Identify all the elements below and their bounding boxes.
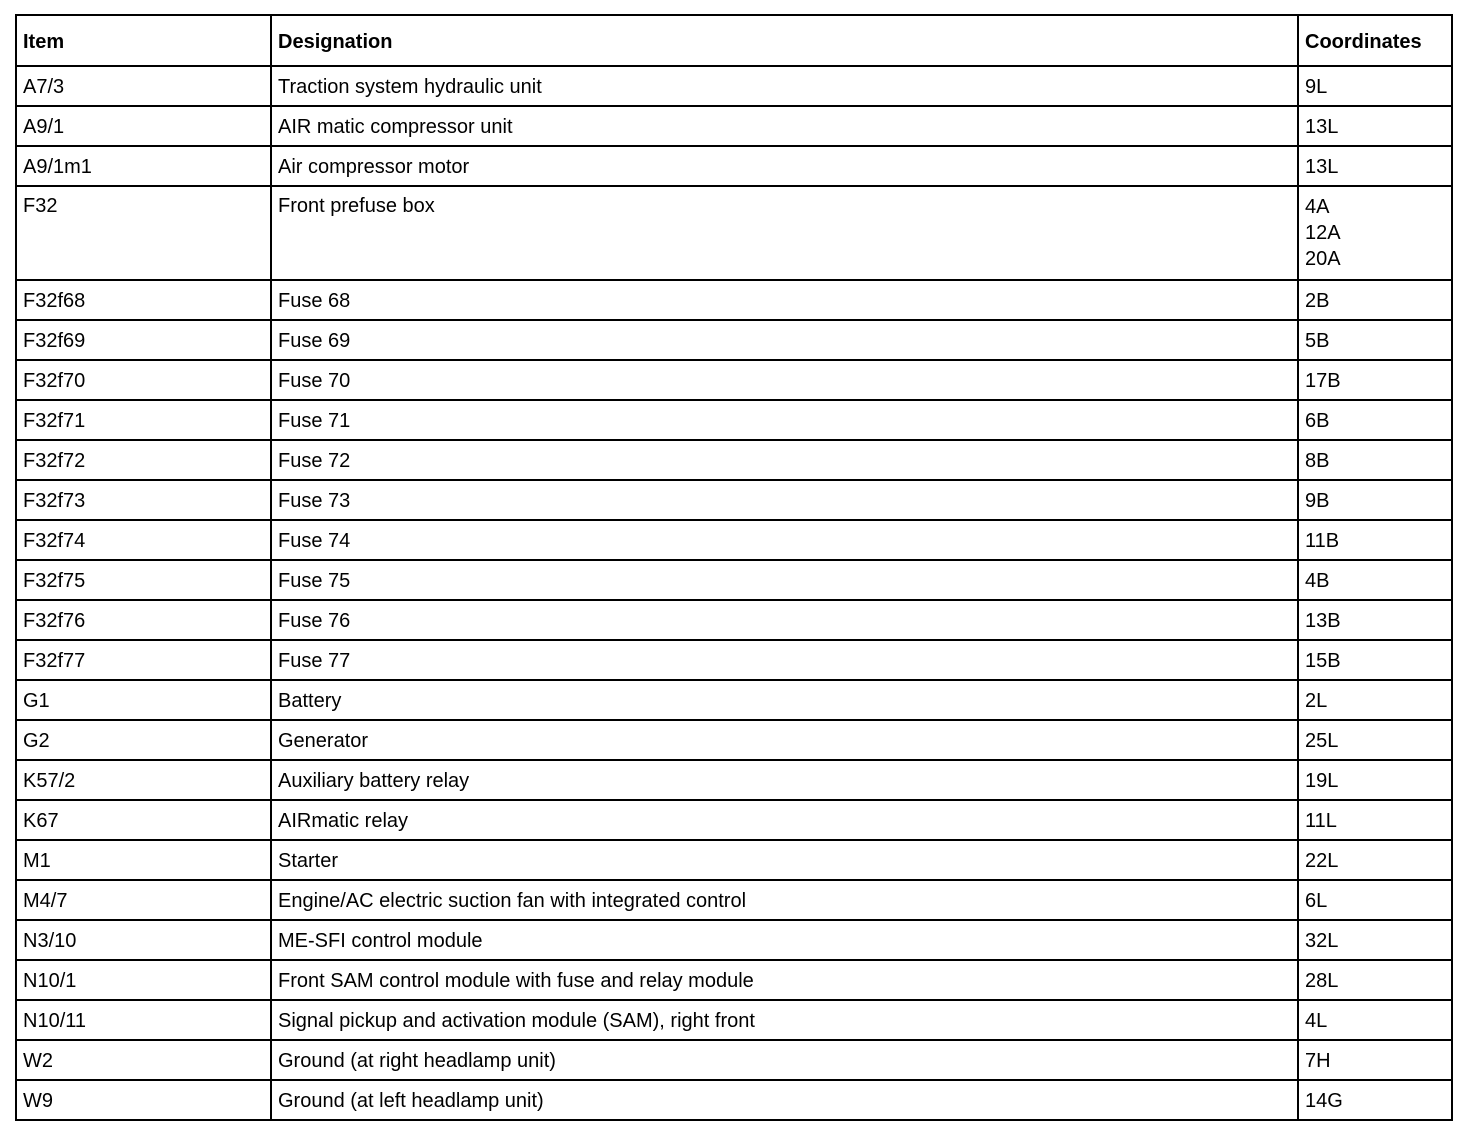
cell-item: A7/3 bbox=[16, 66, 271, 106]
coordinate-value: 13L bbox=[1305, 115, 1339, 138]
table-row bbox=[16, 400, 1452, 440]
header-designation: Designation bbox=[271, 15, 1298, 66]
cell-coordinates bbox=[1298, 280, 1452, 320]
cell-designation: Ground (at right headlamp unit) bbox=[271, 1040, 1298, 1080]
cell-designation: Starter bbox=[271, 840, 1298, 880]
cell-designation: Front SAM control module with fuse and relay module bbox=[271, 960, 1298, 1000]
table-row bbox=[16, 760, 1452, 800]
coordinate-value: 11L bbox=[1305, 809, 1337, 832]
table-row bbox=[16, 800, 1452, 840]
header-item: Item bbox=[16, 15, 271, 66]
coordinate-value: 20A bbox=[1305, 248, 1341, 270]
cell-item: M1 bbox=[16, 840, 271, 880]
table-row bbox=[16, 320, 1452, 360]
coordinate-value: 9B bbox=[1305, 489, 1330, 512]
cell-coordinates bbox=[1298, 66, 1452, 106]
table-row bbox=[16, 1040, 1452, 1080]
cell-designation: Traction system hydraulic unit bbox=[271, 66, 1298, 106]
cell-item: G2 bbox=[16, 720, 271, 760]
cell-coordinates bbox=[1298, 680, 1452, 720]
cell-item: M4/7 bbox=[16, 880, 271, 920]
cell-designation: Engine/AC electric suction fan with integrated control bbox=[271, 880, 1298, 920]
cell-item: F32f76 bbox=[16, 600, 271, 640]
cell-item: F32f70 bbox=[16, 360, 271, 400]
cell-coordinates bbox=[1298, 1040, 1452, 1080]
cell-item: F32f69 bbox=[16, 320, 271, 360]
cell-item: N10/11 bbox=[16, 1000, 271, 1040]
table-row bbox=[16, 106, 1452, 146]
cell-item: N3/10 bbox=[16, 920, 271, 960]
table-row bbox=[16, 920, 1452, 960]
cell-coordinates bbox=[1298, 400, 1452, 440]
cell-coordinates bbox=[1298, 720, 1452, 760]
table-body bbox=[16, 66, 1452, 1120]
coordinate-value: 13B bbox=[1305, 609, 1341, 632]
cell-designation: Fuse 69 bbox=[271, 320, 1298, 360]
coordinate-value: 28L bbox=[1305, 969, 1339, 992]
coordinate-value: 14G bbox=[1305, 1089, 1343, 1112]
table-row bbox=[16, 600, 1452, 640]
cell-coordinates bbox=[1298, 186, 1452, 280]
table-row bbox=[16, 146, 1452, 186]
cell-item: N10/1 bbox=[16, 960, 271, 1000]
coordinate-value: 12A bbox=[1305, 222, 1341, 244]
cell-item: F32f68 bbox=[16, 280, 271, 320]
coordinate-value: 22L bbox=[1305, 849, 1339, 872]
component-location-table-container bbox=[15, 14, 1451, 1121]
coordinate-value: 15B bbox=[1305, 649, 1341, 672]
cell-item: F32f73 bbox=[16, 480, 271, 520]
coordinate-value: 6B bbox=[1305, 409, 1330, 432]
cell-designation: Fuse 73 bbox=[271, 480, 1298, 520]
cell-coordinates bbox=[1298, 480, 1452, 520]
table-row bbox=[16, 880, 1452, 920]
cell-coordinates bbox=[1298, 920, 1452, 960]
cell-designation: Fuse 74 bbox=[271, 520, 1298, 560]
table-row bbox=[16, 640, 1452, 680]
cell-designation: Fuse 68 bbox=[271, 280, 1298, 320]
cell-designation: Fuse 77 bbox=[271, 640, 1298, 680]
coordinate-value: 6L bbox=[1305, 889, 1328, 912]
component-location-table bbox=[15, 14, 1453, 1121]
cell-coordinates bbox=[1298, 440, 1452, 480]
cell-coordinates bbox=[1298, 760, 1452, 800]
coordinate-value: 2B bbox=[1305, 289, 1330, 312]
cell-coordinates bbox=[1298, 106, 1452, 146]
cell-coordinates bbox=[1298, 600, 1452, 640]
table-row bbox=[16, 680, 1452, 720]
coordinate-value: 13L bbox=[1305, 155, 1339, 178]
cell-coordinates bbox=[1298, 840, 1452, 880]
cell-coordinates bbox=[1298, 640, 1452, 680]
coordinate-value: 17B bbox=[1305, 369, 1341, 392]
cell-coordinates bbox=[1298, 360, 1452, 400]
cell-item: F32f75 bbox=[16, 560, 271, 600]
cell-designation: Front prefuse box bbox=[271, 186, 1298, 280]
cell-designation: AIR matic compressor unit bbox=[271, 106, 1298, 146]
coordinate-value: 11B bbox=[1305, 529, 1340, 552]
table-row bbox=[16, 720, 1452, 760]
cell-coordinates bbox=[1298, 1080, 1452, 1120]
coordinate-value: 25L bbox=[1305, 729, 1339, 752]
cell-coordinates bbox=[1298, 520, 1452, 560]
cell-designation: Fuse 70 bbox=[271, 360, 1298, 400]
table-row bbox=[16, 960, 1452, 1000]
cell-designation: Fuse 72 bbox=[271, 440, 1298, 480]
cell-item: F32 bbox=[16, 186, 271, 280]
table-row bbox=[16, 560, 1452, 600]
cell-designation: Fuse 76 bbox=[271, 600, 1298, 640]
coordinate-value: 7H bbox=[1305, 1049, 1331, 1072]
cell-designation: Air compressor motor bbox=[271, 146, 1298, 186]
cell-item: F32f74 bbox=[16, 520, 271, 560]
cell-designation: Signal pickup and activation module (SAM), right front bbox=[271, 1000, 1298, 1040]
cell-coordinates bbox=[1298, 320, 1452, 360]
coordinate-value: 4B bbox=[1305, 569, 1330, 592]
cell-item: A9/1 bbox=[16, 106, 271, 146]
table-row bbox=[16, 66, 1452, 106]
coordinate-value: 19L bbox=[1305, 769, 1339, 792]
cell-coordinates bbox=[1298, 1000, 1452, 1040]
cell-designation: Battery bbox=[271, 680, 1298, 720]
cell-item: K57/2 bbox=[16, 760, 271, 800]
cell-coordinates bbox=[1298, 880, 1452, 920]
table-row bbox=[16, 280, 1452, 320]
coordinate-value: 8B bbox=[1305, 449, 1330, 472]
table-row bbox=[16, 840, 1452, 880]
cell-designation: Ground (at left headlamp unit) bbox=[271, 1080, 1298, 1120]
coordinate-value: 2L bbox=[1305, 689, 1328, 712]
table-row bbox=[16, 440, 1452, 480]
coordinate-value: 5B bbox=[1305, 329, 1330, 352]
cell-item: W2 bbox=[16, 1040, 271, 1080]
cell-coordinates bbox=[1298, 800, 1452, 840]
table-row bbox=[16, 360, 1452, 400]
cell-coordinates bbox=[1298, 560, 1452, 600]
table-row bbox=[16, 1080, 1452, 1120]
table-row bbox=[16, 480, 1452, 520]
cell-item: F32f71 bbox=[16, 400, 271, 440]
cell-item: G1 bbox=[16, 680, 271, 720]
coordinate-value: 9L bbox=[1305, 75, 1328, 98]
table-header-row bbox=[16, 15, 1452, 66]
cell-designation: Fuse 71 bbox=[271, 400, 1298, 440]
header-coordinates: Coordinates bbox=[1298, 15, 1452, 66]
cell-designation: Fuse 75 bbox=[271, 560, 1298, 600]
coordinate-value: 32L bbox=[1305, 929, 1339, 952]
cell-item: A9/1m1 bbox=[16, 146, 271, 186]
cell-coordinates bbox=[1298, 146, 1452, 186]
coordinate-value: 4A bbox=[1305, 196, 1330, 218]
table-row bbox=[16, 520, 1452, 560]
cell-coordinates bbox=[1298, 960, 1452, 1000]
table-row bbox=[16, 186, 1452, 280]
coordinate-value: 4L bbox=[1305, 1009, 1328, 1032]
cell-designation: ME-SFI control module bbox=[271, 920, 1298, 960]
cell-item: F32f72 bbox=[16, 440, 271, 480]
table-row bbox=[16, 1000, 1452, 1040]
cell-designation: Generator bbox=[271, 720, 1298, 760]
cell-item: K67 bbox=[16, 800, 271, 840]
cell-designation: AIRmatic relay bbox=[271, 800, 1298, 840]
cell-item: F32f77 bbox=[16, 640, 271, 680]
cell-item: W9 bbox=[16, 1080, 271, 1120]
cell-designation: Auxiliary battery relay bbox=[271, 760, 1298, 800]
